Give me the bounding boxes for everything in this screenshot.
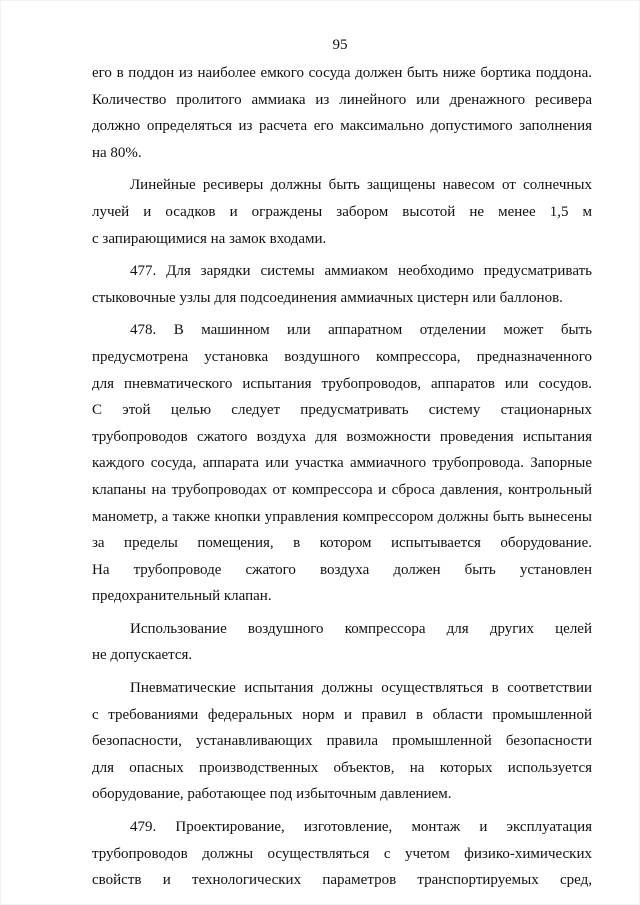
paragraph [92, 616, 592, 669]
text-line: Линейные ресиверы должны быть защищены навесом от солнечных [130, 177, 592, 194]
text-line: должно определяться из расчета его максимально допустимого заполнения [92, 118, 592, 135]
text-line: 478. В машинном или аппаратном отделении может быть [130, 322, 592, 339]
text-line: трубопроводов должны осуществляться с учетом физико-химических [92, 845, 592, 862]
page-number: 95 [332, 37, 348, 53]
text-line: оборудование, работающее под избыточным давлением. [92, 786, 452, 803]
text-line: предусмотрена установка воздушного компрессора, предназначенного [92, 348, 592, 365]
text-line: безопасности, устанавливающих правила промышленной безопасности [92, 733, 592, 750]
text-line: за пределы помещения, в котором испытывается оборудование. [92, 535, 592, 552]
text-line: стыковочные узлы для подсоединения аммиачных цистерн или баллонов. [92, 289, 563, 306]
text-line: предохранительный клапан. [92, 588, 272, 605]
paragraph [92, 258, 592, 311]
text-line: клапаны на трубопроводах от компрессора и сброса давления, контрольный [92, 481, 592, 498]
text-line: манометр, а также кнопки управления компрессором должны быть вынесены [92, 508, 592, 525]
paragraph [92, 814, 592, 894]
text-line: Количество пролитого аммиака из линейного или дренажного ресивера [92, 91, 592, 108]
text-line: свойств и технологических параметров транспортируемых сред, [92, 872, 592, 889]
body-text [92, 60, 592, 900]
text-line: Использование воздушного компрессора для других целей [130, 620, 592, 637]
text-line: трубопроводов сжатого воздуха для возможности проведения испытания [92, 428, 592, 445]
text-line: для опасных производственных объектов, на которых используется [92, 759, 592, 776]
text-line: 479. Проектирование, изготовление, монтаж и эксплуатация [130, 819, 592, 836]
text-line: для пневматического испытания трубопроводов, аппаратов или сосудов. [92, 375, 592, 392]
text-line: лучей и осадков и ограждены забором высотой не менее 1,5 м [92, 203, 592, 220]
paragraph [92, 60, 592, 166]
text-line: с запирающимися на замок входами. [92, 230, 327, 247]
text-line: каждого сосуда, аппарата или участка аммиачного трубопровода. Запорные [92, 455, 592, 472]
paragraph [92, 317, 592, 610]
text-line: с требованиями федеральных норм и правил в области промышленной [92, 706, 592, 723]
text-line: на 80%. [92, 144, 142, 161]
text-line: его в поддон из наиболее емкого сосуда должен быть ниже бортика поддона. [92, 65, 592, 81]
text-line: С этой целью следует предусматривать систему стационарных [92, 402, 592, 419]
text-line: На трубопроводе сжатого воздуха должен быть установлен [92, 561, 592, 578]
text-line: Пневматические испытания должны осуществляться в соответствии [130, 680, 592, 697]
text-line: не допускается. [92, 647, 193, 664]
paragraph [92, 172, 592, 252]
text-line: 477. Для зарядки системы аммиаком необходимо предусматривать [130, 263, 592, 280]
paragraph [92, 675, 592, 808]
